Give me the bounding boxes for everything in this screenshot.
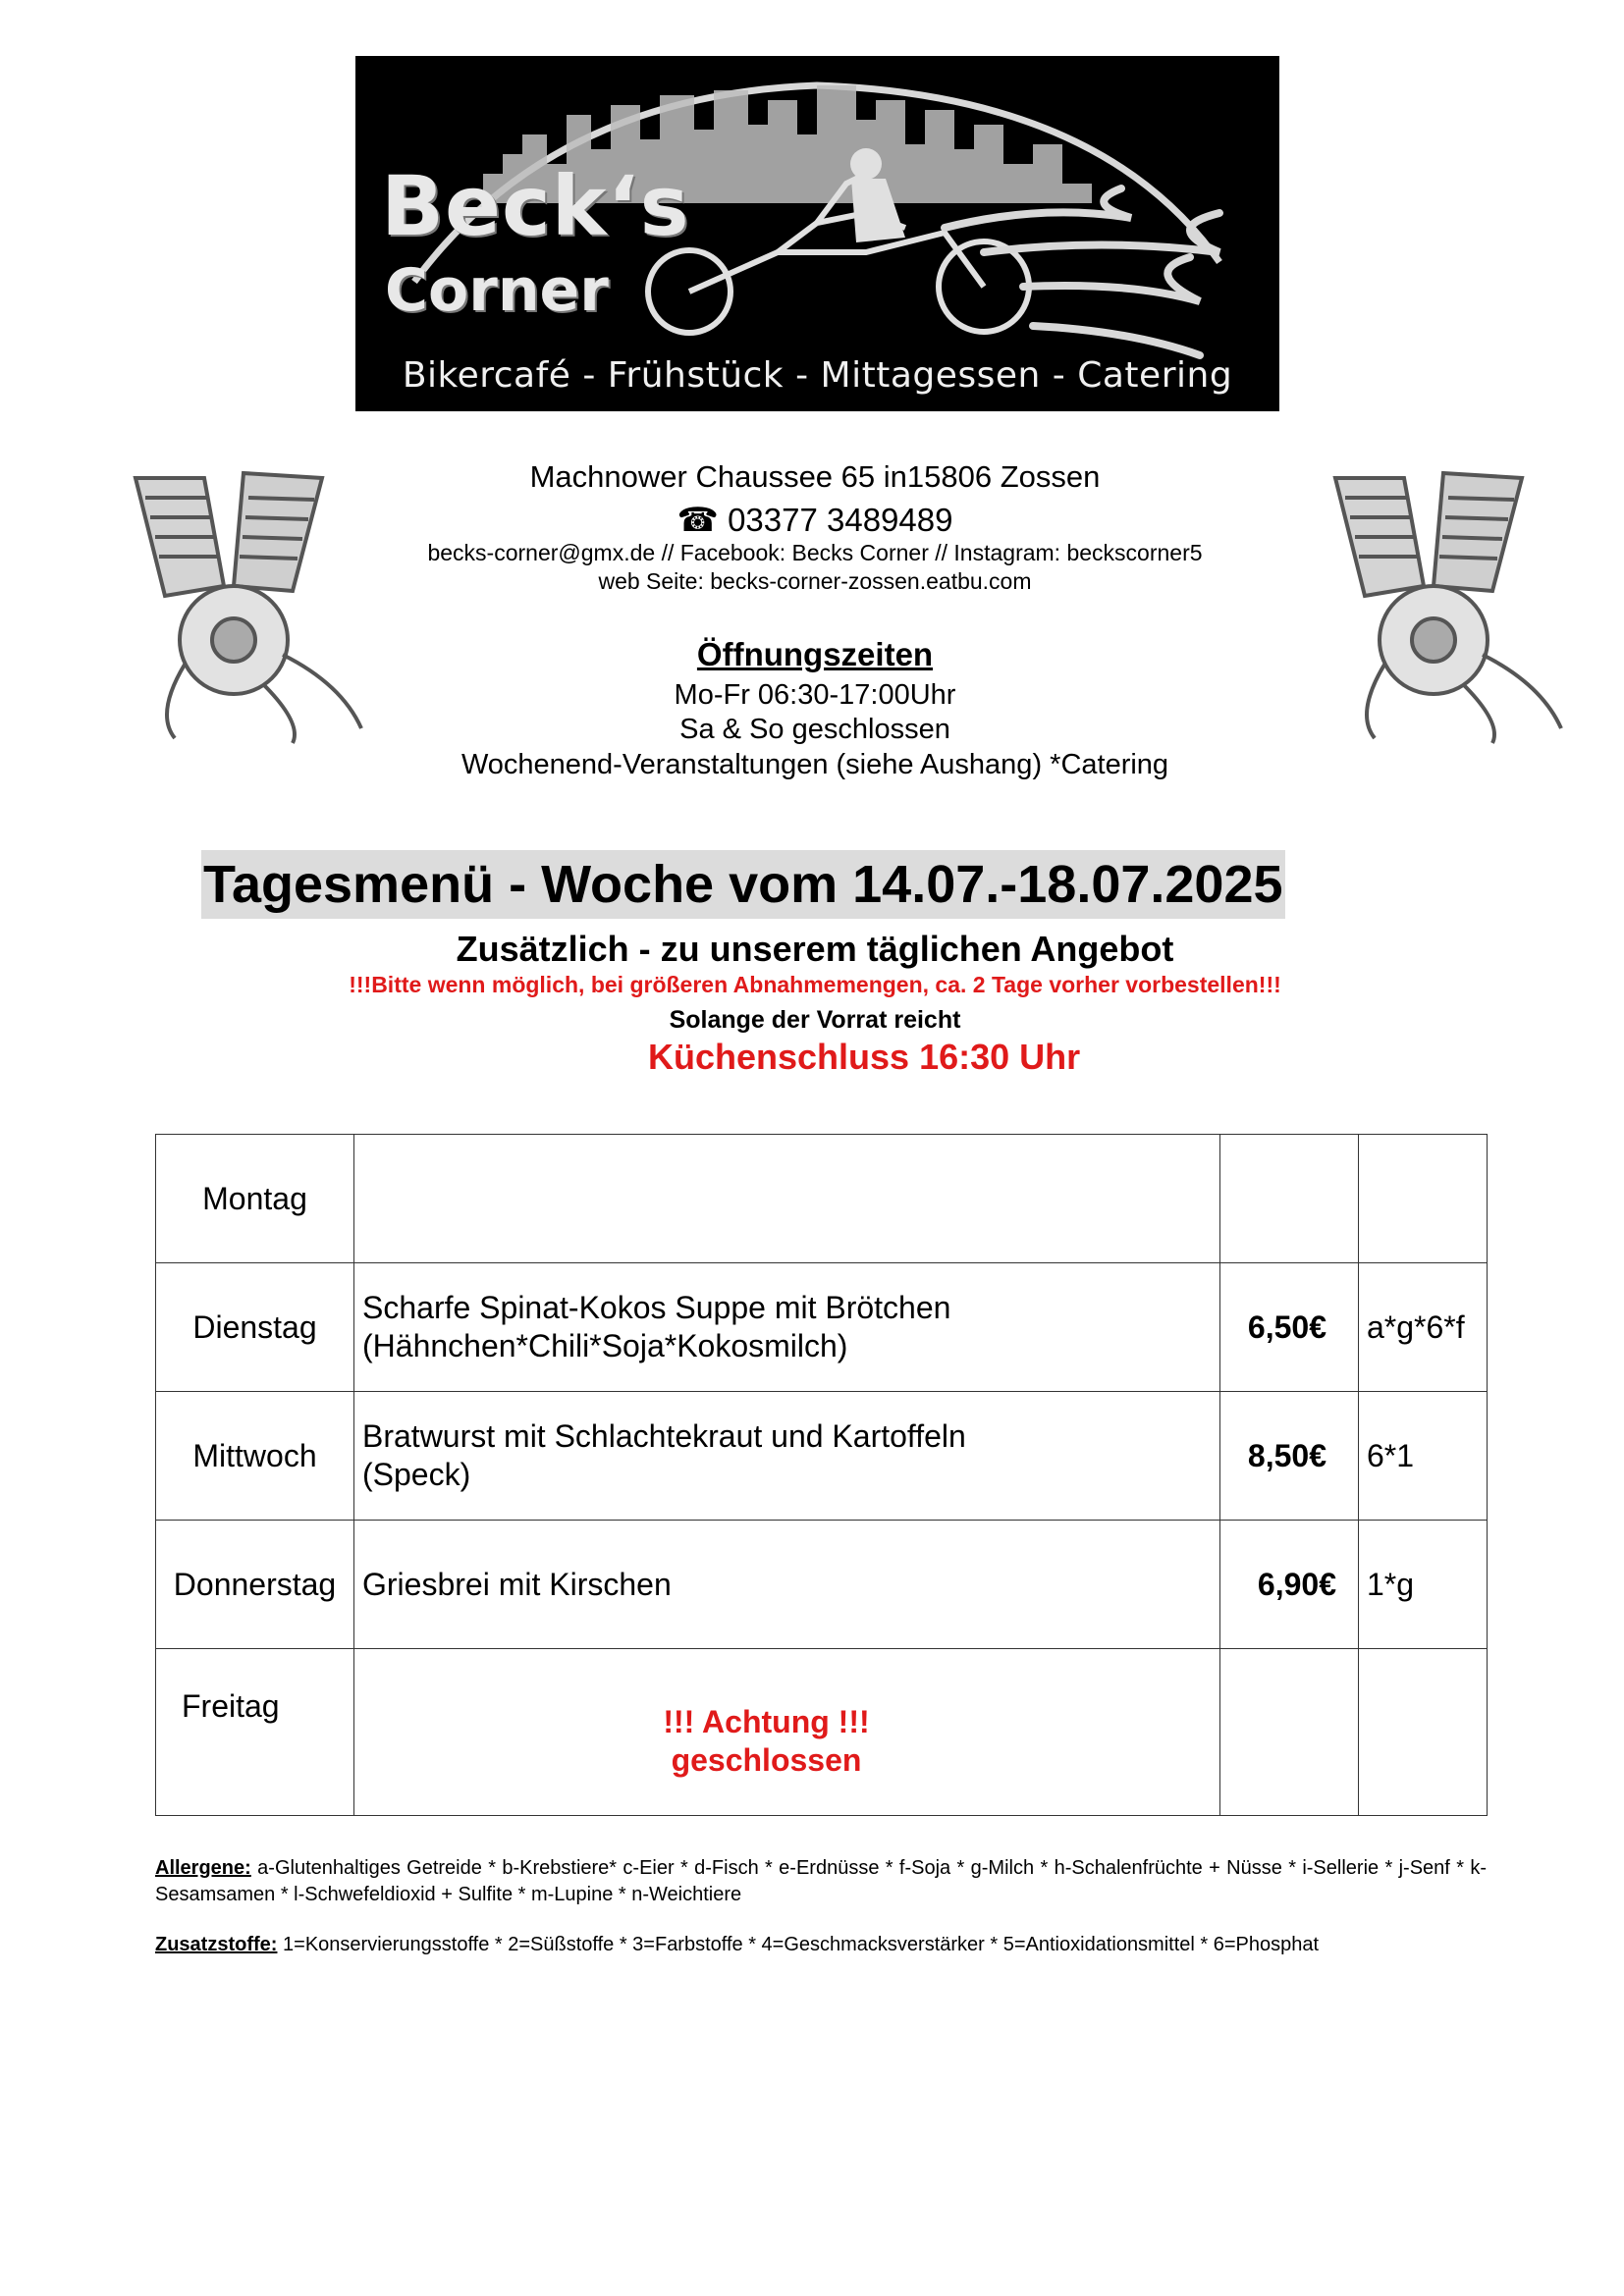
hours-weekend: Sa & So geschlossen	[679, 714, 950, 745]
dish-cell	[354, 1263, 1220, 1392]
price-cell: 6,90€	[1220, 1521, 1359, 1649]
menu-subtitle: Zusätzlich - zu unserem täglichen Angebot	[456, 929, 1174, 969]
dish-line1: Scharfe Spinat-Kokos Suppe mit Brötchen	[362, 1290, 951, 1325]
dish-line2: (Hähnchen*Chili*Soja*Kokosmilch)	[362, 1328, 848, 1363]
v-twin-engine-illustration-right	[1296, 458, 1596, 748]
day-cell: Dienstag	[156, 1263, 354, 1392]
hours-events: Wochenend-Veranstaltungen (siehe Aushang) *Catering	[460, 749, 1169, 780]
price-cell: 8,50€	[1220, 1392, 1359, 1521]
hours-weekdays: Mo-Fr 06:30-17:00Uhr	[674, 679, 956, 711]
menu-title: Tagesmenü - Woche vom 14.07.-18.07.2025	[201, 850, 1285, 919]
dish-line1: Griesbrei mit Kirschen	[362, 1566, 672, 1602]
table-row	[156, 1135, 1488, 1263]
closed-notice-cell	[354, 1649, 1220, 1816]
address: Machnower Chaussee 65 in15806 Zossen	[529, 459, 1101, 494]
day-cell: Mittwoch	[156, 1392, 354, 1521]
table-row	[156, 1392, 1488, 1521]
menu-table	[155, 1134, 1488, 1816]
logo-brand-sub: Corner	[385, 256, 609, 325]
day-cell: Donnerstag	[156, 1521, 354, 1649]
logo-tagline: Bikercafé - Frühstück - Mittagessen - Catering	[402, 355, 1233, 396]
price-cell	[1220, 1135, 1359, 1263]
preorder-notice: !!!Bitte wenn möglich, bei größeren Abnahmemengen, ca. 2 Tage vorher vorbestellen!!!	[349, 972, 1281, 997]
price-cell: 6,50€	[1220, 1263, 1359, 1392]
allergen-cell: 1*g	[1359, 1521, 1488, 1649]
allergen-cell	[1359, 1135, 1488, 1263]
closed-warning: !!! Achtung !!!	[663, 1703, 870, 1739]
telephone-icon: ☎	[677, 502, 719, 539]
price-cell	[1220, 1649, 1359, 1816]
table-row	[156, 1263, 1488, 1392]
additives-text: 1=Konservierungsstoffe * 2=Süßstoffe * 3=Farbstoffe * 4=Geschmacksverstärker * 5=Antioxidationsmittel * 6=Phosphat	[283, 1934, 1320, 1955]
additives-label: Zusatzstoffe:	[155, 1934, 278, 1955]
allergen-cell	[1359, 1649, 1488, 1816]
allergen-cell: a*g*6*f	[1359, 1263, 1488, 1392]
logo	[355, 56, 1279, 411]
kitchen-close-notice: Küchenschluss 16:30 Uhr	[648, 1037, 1081, 1077]
allergens-legend	[155, 1855, 1487, 1908]
allergens-label: Allergene:	[155, 1857, 251, 1879]
day-cell: Montag	[156, 1135, 354, 1263]
opening-hours-title: Öffnungszeiten	[696, 636, 934, 672]
phone-line	[324, 501, 1306, 540]
stock-notice: Solange der Vorrat reicht	[669, 1006, 961, 1034]
table-row	[156, 1521, 1488, 1649]
email-social-line: becks-corner@gmx.de // Facebook: Becks Corner // Instagram: beckscorner5	[427, 540, 1203, 565]
allergens-text: a-Glutenhaltiges Getreide * b-Krebstiere* c-Eier * d-Fisch * e-Erdnüsse * f-Soja * g-Milch * h-Schalenfrüchte + Nüsse * i-Sellerie * j-Senf * k-Sesamsamen * l-Schwefeldioxid + Sulfite * m-Lupine * n-Weichtiere	[155, 1857, 1487, 1905]
additives-legend	[155, 1932, 1487, 1958]
closed-label: geschlossen	[671, 1741, 862, 1778]
dish-cell	[354, 1392, 1220, 1521]
phone-number: 03377 3489489	[728, 502, 953, 538]
dish-cell	[354, 1521, 1220, 1649]
logo-brand-name: Beck‘s	[381, 158, 690, 254]
day-cell: Freitag	[156, 1649, 354, 1816]
table-row	[156, 1649, 1488, 1816]
dish-line2: (Speck)	[362, 1457, 471, 1492]
opening-hours-heading	[324, 636, 1306, 673]
dish-cell	[354, 1135, 1220, 1263]
website-line: web Seite: becks-corner-zossen.eatbu.com	[598, 568, 1032, 594]
dish-line1: Bratwurst mit Schlachtekraut und Kartoffeln	[362, 1418, 966, 1454]
allergen-cell: 6*1	[1359, 1392, 1488, 1521]
